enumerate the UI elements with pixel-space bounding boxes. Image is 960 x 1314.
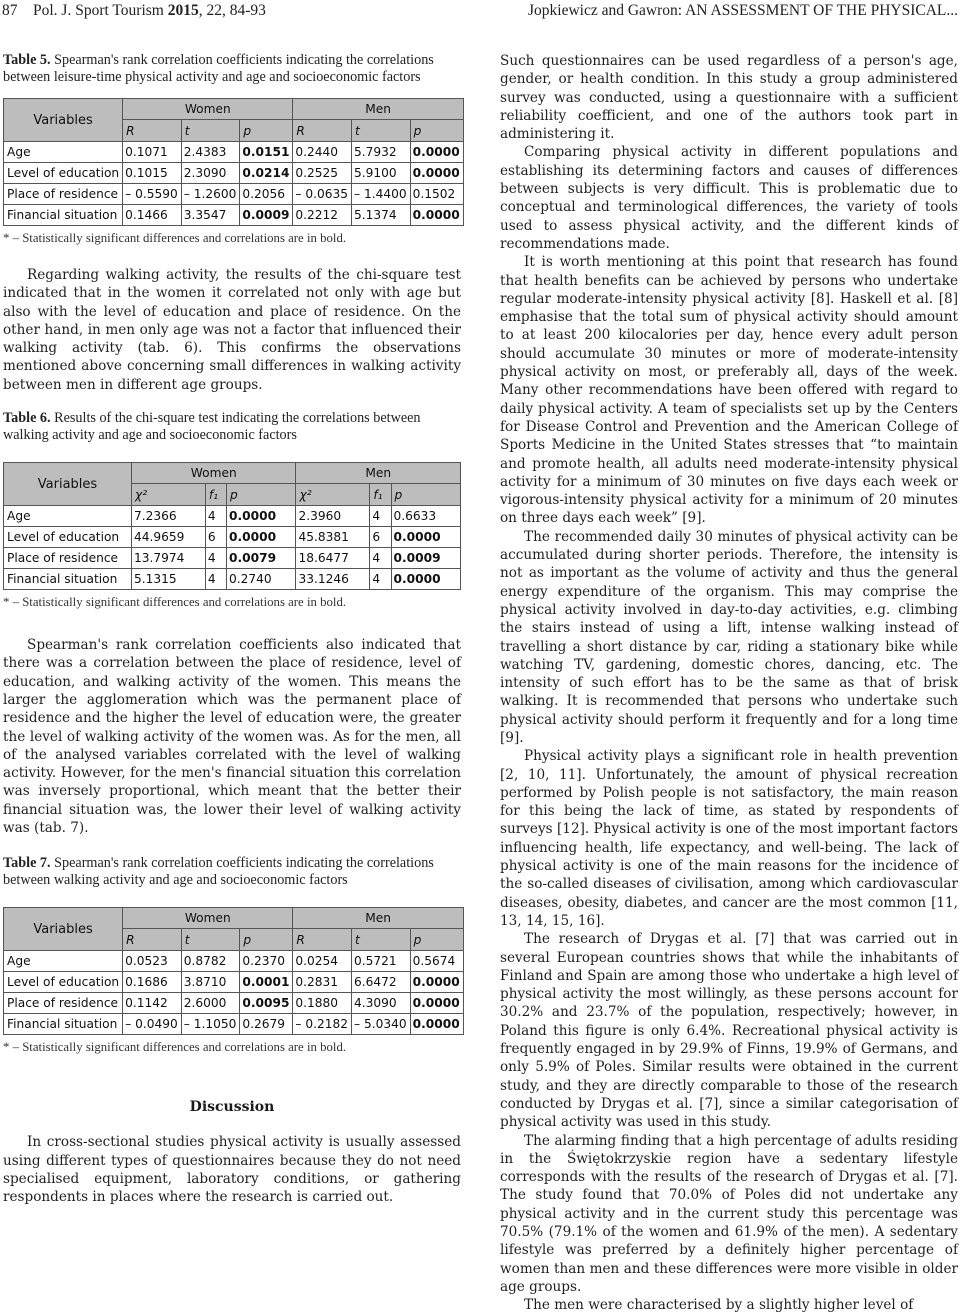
table7-col-header: p — [410, 929, 463, 951]
table6-col-header: p — [391, 484, 460, 506]
table-cell: 0.0095 — [240, 993, 293, 1014]
table-cell: 13.7974 — [132, 548, 206, 569]
table6-caption-text: Results of the chi-square test indicating the correlations between walking activity and age and socioeconomic factors — [3, 410, 421, 443]
right-column — [500, 52, 958, 1314]
table-row — [4, 142, 464, 163]
table-cell: 0.5721 — [352, 951, 411, 972]
table-cell: 0.2212 — [293, 205, 352, 226]
table7-caption — [3, 855, 461, 888]
table-cell: – 5.0340 — [352, 1014, 411, 1035]
table6 — [3, 462, 461, 590]
table-cell: 0.1466 — [123, 205, 182, 226]
table7-men-header: Men — [293, 908, 463, 929]
table7-col-header: p — [240, 929, 293, 951]
table-cell: 0.0009 — [240, 205, 293, 226]
table-cell: 0.1686 — [123, 972, 182, 993]
table7 — [3, 907, 464, 1035]
row-label: Place of residence — [4, 548, 132, 569]
table-row — [4, 205, 464, 226]
journal-name: Pol. J. Sport Tourism — [33, 2, 164, 19]
row-label: Level of education — [4, 527, 132, 548]
right-paragraph: Comparing physical activity in different populations and establishing its determining factors and causes of differences between subjects is very difficult. This is problematic due to conceptual and terminological differences, the variety of tools used to assess physical activity, and the different kinds of recommendations made. — [500, 144, 958, 252]
table-cell: 0.0000 — [227, 506, 296, 527]
table6-col-header: p — [227, 484, 296, 506]
table5-note: * – Statistically significant differences and correlations are in bold. — [3, 231, 347, 245]
table-cell: 0.0000 — [410, 972, 463, 993]
table-cell: 0.2370 — [240, 951, 293, 972]
table7-women-header: Women — [123, 908, 293, 929]
table5-variables-header: Variables — [4, 99, 123, 142]
row-label: Level of education — [4, 972, 123, 993]
table-cell: 0.0000 — [410, 142, 463, 163]
table-cell: 0.0079 — [227, 548, 296, 569]
table-cell: 44.9659 — [132, 527, 206, 548]
table-row — [4, 184, 464, 205]
paragraph-spearman-walking: Spearman's rank correlation coefficients also indicated that there was a correlation between the place of residence, level of education, and walking activity of the women. This means the larger the agglomeration which was the permanent place of residence and the higher the level of education were, the greater the level of walking activity of the women was. As for the men, all of the analysed variables correlated with the level of walking activity. However, for the men's financial situation this correlation was inversely proportional, which meant that the better their financial situation was, the lower their level of walking activity was (tab. 7). — [3, 637, 461, 837]
table-cell: 4 — [370, 569, 391, 590]
header-left — [2, 2, 266, 20]
table-cell: 0.8782 — [181, 951, 240, 972]
table-cell: 5.7932 — [352, 142, 411, 163]
table-cell: 18.6477 — [296, 548, 370, 569]
right-paragraph: Such questionnaires can be used regardless of a person's age, gender, or health condition. In this study a group administered survey was conducted, using a questionnaire with a sufficient reliability coefficient, and one of the authors took part in administering it. — [500, 53, 958, 143]
right-paragraph: The research of Drygas et al. [7] that was carried out in several European countries shows that while the inhabitants of Finland and Spain are among those who undertake a high level of physical activity the most willingly, as these persons account for 30.2% and 23.7% of the population, respectively; however, in Poland this figure is only 6.4%. Recreational physical activity is frequently engaged in by 29.9% of Finns, 19.9% of Germans, and only 5.9% of Poles. Similar results were obtained in the current study, and they are directly comparable to those of the research conducted by Drygas et al. [7], since a similar categorisation of physical activity was used in this study. — [500, 931, 958, 1131]
table-cell: 0.0523 — [123, 951, 182, 972]
table-cell: 0.0000 — [410, 163, 463, 184]
table7-col-header: R — [293, 929, 352, 951]
table-cell: 7.2366 — [132, 506, 206, 527]
table7-note: * – Statistically significant differences and correlations are in bold. — [3, 1040, 347, 1055]
table-cell: 0.2525 — [293, 163, 352, 184]
table-cell: 0.0000 — [410, 993, 463, 1014]
table-cell: 2.3090 — [181, 163, 240, 184]
table6-women-header: Women — [132, 463, 296, 484]
table-cell: 4.3090 — [352, 993, 411, 1014]
table-cell: 5.9100 — [352, 163, 411, 184]
table-cell: 3.8710 — [181, 972, 240, 993]
table5-caption-text: Spearman's rank correlation coefficients indicating the correlations between leisure-time physical activity and age and socioeconomic factors — [3, 52, 434, 85]
row-label: Level of education — [4, 163, 123, 184]
table-cell: 4 — [370, 548, 391, 569]
table6-caption — [3, 410, 461, 443]
page-number: 87 — [2, 2, 18, 19]
table-cell: – 0.0490 — [123, 1014, 182, 1035]
table-cell: 0.2056 — [240, 184, 293, 205]
table7-col-header: t — [352, 929, 411, 951]
discussion-heading: Discussion — [189, 1099, 275, 1116]
table-cell: 6 — [370, 527, 391, 548]
table5-col-header: R — [123, 120, 182, 142]
table7-label: Table 7. — [3, 855, 51, 872]
row-label: Financial situation — [4, 205, 123, 226]
table5-col-header: R — [293, 120, 352, 142]
table7-col-header: t — [181, 929, 240, 951]
table-cell: 2.6000 — [181, 993, 240, 1014]
table-cell: – 1.2600 — [181, 184, 240, 205]
table-row — [4, 569, 461, 590]
table-cell: 45.8381 — [296, 527, 370, 548]
right-paragraph: It is worth mentioning at this point that research has found that health benefits can be achieved by persons who undertake regular moderate-intensity physical activity [8]. Haskell et al. [8] emphasise that the total sum of physical activity should amount to at least 200 kilocalories per day, hence every adult person should accumulate 30 minutes or more of moderate-intensity physical activity on most, or preferably all, days of the week. Many other recommendations have been offered with regard to daily physical activity. A team of specialists set up by the Centers for Disease Control and Prevention and the American College of Sports Medicine in the United States stresses that “to maintain and promote health, all adults need moderate-intensity physical activity for a minimum of 30 minutes on five days each week or vigorous-intensity physical activity for a minimum of 20 minutes on three days each week” [9]. — [500, 254, 958, 527]
table-cell: – 1.1050 — [181, 1014, 240, 1035]
table-cell: 0.0214 — [240, 163, 293, 184]
table6-variables-header: Variables — [4, 463, 132, 506]
table5-col-header: p — [410, 120, 463, 142]
table-row — [4, 527, 461, 548]
table-cell: 0.2440 — [293, 142, 352, 163]
table-cell: – 0.5590 — [123, 184, 182, 205]
table-cell: 6 — [205, 527, 226, 548]
table-row — [4, 548, 461, 569]
table-cell: 5.1374 — [352, 205, 411, 226]
table-cell: 4 — [205, 569, 226, 590]
table-cell: 4 — [205, 548, 226, 569]
table-cell: 0.6633 — [391, 506, 460, 527]
table-cell: 0.2831 — [293, 972, 352, 993]
table5-col-header: p — [240, 120, 293, 142]
table-cell: 5.1315 — [132, 569, 206, 590]
table6-col-header: f₁ — [370, 484, 391, 506]
row-label: Financial situation — [4, 1014, 123, 1035]
table-cell: – 1.4400 — [352, 184, 411, 205]
left-column — [3, 52, 461, 1207]
table-row — [4, 972, 464, 993]
table-cell: 6.6472 — [352, 972, 411, 993]
row-label: Age — [4, 506, 132, 527]
table-cell: 2.4383 — [181, 142, 240, 163]
table5 — [3, 98, 464, 226]
table-cell: 0.1880 — [293, 993, 352, 1014]
row-label: Financial situation — [4, 569, 132, 590]
table-cell: 0.2740 — [227, 569, 296, 590]
table6-col-header: χ² — [296, 484, 370, 506]
table-cell: 0.2679 — [240, 1014, 293, 1035]
table-cell: 0.0000 — [410, 205, 463, 226]
table-cell: 2.3960 — [296, 506, 370, 527]
table-cell: 0.0001 — [240, 972, 293, 993]
table5-label: Table 5. — [3, 52, 51, 68]
table5-caption — [3, 52, 461, 85]
row-label: Age — [4, 951, 123, 972]
row-label: Age — [4, 142, 123, 163]
table-row — [4, 993, 464, 1014]
table-cell: 3.3547 — [181, 205, 240, 226]
table7-variables-header: Variables — [4, 908, 123, 951]
table-cell: 33.1246 — [296, 569, 370, 590]
paragraph-walking-activity: Regarding walking activity, the results of the chi-square test indicated that in the women it correlated not only with age but also with the level of education and place of residence. On the other hand, in men only age was not a factor that influenced their walking activity (tab. 6). This confirms the observations mentioned above concerning small differences in walking activity between men in different age groups. — [3, 267, 461, 393]
row-label: Place of residence — [4, 184, 123, 205]
journal-volume-pages: , 22, 84-93 — [198, 2, 266, 19]
table-cell: 4 — [205, 506, 226, 527]
table6-men-header: Men — [296, 463, 461, 484]
table-cell: 0.0151 — [240, 142, 293, 163]
right-paragraph: The alarming finding that a high percentage of adults residing in the Świętokrzyskie region have a sedentary lifestyle corresponds with the results of the research of Drygas et al. [7]. The study found that 70.0% of Poles did not undertake any physical activity and in the current study this percentage was 70.5% (79.1% of the women and 61.9% of the men). A sedentary lifestyle was preferred by a definitely higher percentage of women than men and these differences were more visible in older age groups. — [500, 1132, 958, 1295]
table-cell: 0.0254 — [293, 951, 352, 972]
table-row — [4, 1014, 464, 1035]
table-cell: 0.1502 — [410, 184, 463, 205]
table-cell: 0.0000 — [410, 1014, 463, 1035]
table-cell: 0.0000 — [391, 569, 460, 590]
table7-col-header: R — [123, 929, 182, 951]
table-row — [4, 163, 464, 184]
table-cell: 4 — [370, 506, 391, 527]
table6-col-header: χ² — [132, 484, 206, 506]
table5-men-header: Men — [293, 99, 463, 120]
header-right: Jopkiewicz and Gawron: AN ASSESSMENT OF THE PHYSICAL... — [528, 2, 958, 19]
table-cell: 0.5674 — [410, 951, 463, 972]
table-cell: 0.0000 — [391, 527, 460, 548]
table-cell: – 0.2182 — [293, 1014, 352, 1035]
journal-year: 2015 — [167, 2, 199, 19]
right-paragraph: The men were characterised by a slightly higher level of — [524, 1297, 914, 1314]
table6-label: Table 6. — [3, 410, 51, 427]
row-label: Place of residence — [4, 993, 123, 1014]
table6-col-header: f₁ — [205, 484, 226, 506]
running-header — [0, 0, 960, 26]
table6-note: * – Statistically significant differences and correlations are in bold. — [3, 595, 347, 610]
paragraph-discussion-intro: In cross-sectional studies physical activity is usually assessed using different types of questionnaires because they do not need specialised equipment, laboratory conditions, or gathering respondents in places where the research is carried out. — [3, 1134, 461, 1206]
table-cell: 0.1142 — [123, 993, 182, 1014]
table-cell: 0.1071 — [123, 142, 182, 163]
table5-women-header: Women — [123, 99, 293, 120]
table7-caption-text: Spearman's rank correlation coefficients indicating the correlations between walking activity and age and socioeconomic factors — [3, 855, 434, 888]
table-row — [4, 951, 464, 972]
table-cell: 0.1015 — [123, 163, 182, 184]
right-paragraph: Physical activity plays a significant role in health prevention [2, 10, 11]. Unfortunately, the amount of physical recreation performed by Polish people is not satisfactory, the main reason for this being the lack of time, as stated by respondents of surveys [12]. Physical activity is one of the most important factors influencing health, life expectancy, and well-being. The lack of physical activity is one of the main reasons for the incidence of the so-called diseases of civilisation, among which cardiovascular diseases, obesity, diabetes, and cancer are the most common [11, 13, 14, 15, 16]. — [500, 748, 958, 929]
table-row — [4, 506, 461, 527]
table-cell: 0.0000 — [227, 527, 296, 548]
right-paragraph: The recommended daily 30 minutes of physical activity can be accumulated during shorter periods. Therefore, the intensity is not as important as the volume of activity and thus the general energy expenditure of the organism. This may comprise the physical activity involved in day-to-day activities, e.g. climbing the stairs instead of using a lift, intense walking instead of travelling a short distance by car, riding a stationary bike while watching TV, gardening, domestic chores, dancing, etc. The intensity of such effort has to be the same as that of brisk walking. It is recommended that persons who undertake such physical activity should perform it frequently and for a long time [9]. — [500, 528, 958, 746]
table-cell: – 0.0635 — [293, 184, 352, 205]
table5-col-header: t — [181, 120, 240, 142]
table5-col-header: t — [352, 120, 411, 142]
table-cell: 0.0009 — [391, 548, 460, 569]
